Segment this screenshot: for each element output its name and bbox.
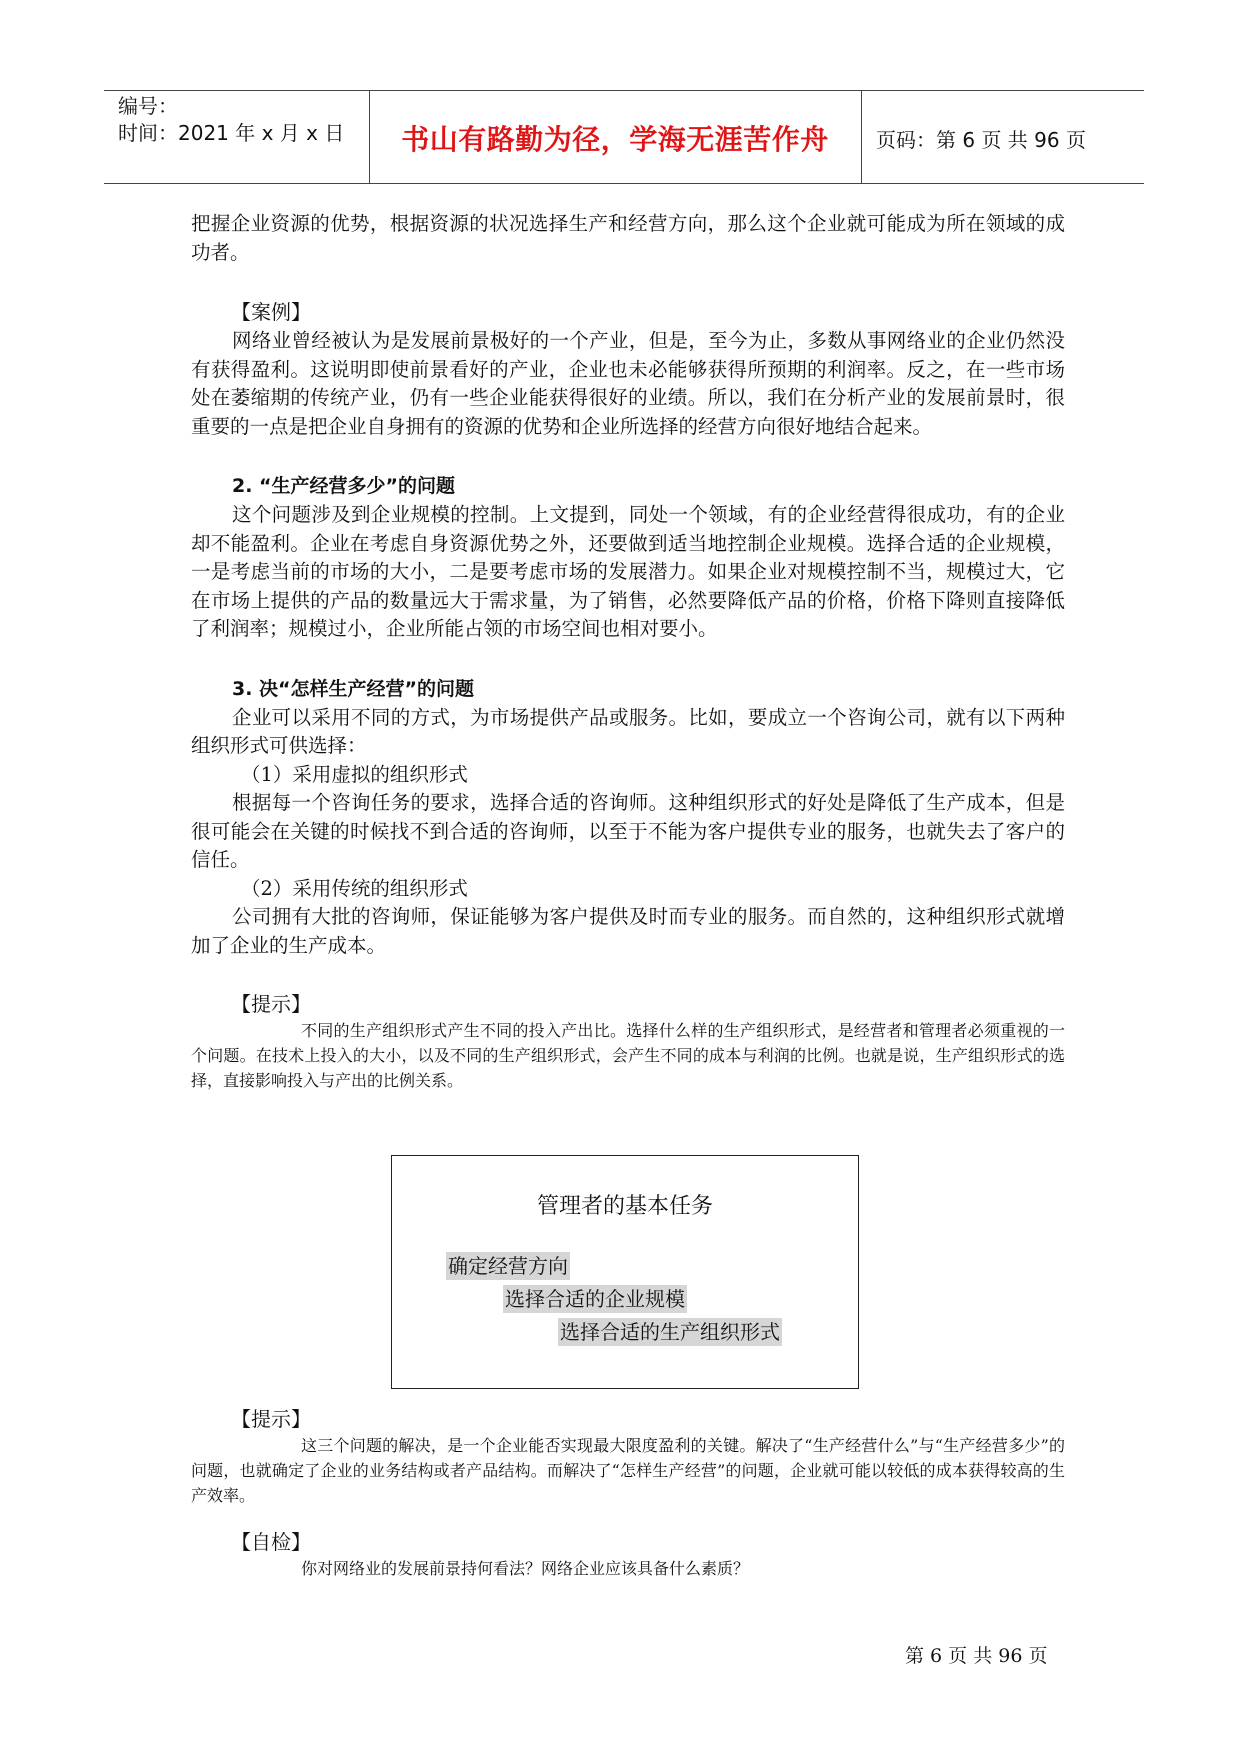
number-label: 编号： bbox=[118, 94, 178, 118]
document-body-lower bbox=[191, 1405, 1065, 1581]
selfcheck-paragraph: 你对网络业的发展前景持何看法？网络企业应该具备什么素质？ bbox=[301, 1559, 750, 1578]
header-motto: 书山有路勤为径，学海无涯苦作舟 bbox=[401, 123, 829, 156]
section2-heading: 2. “生产经营多少”的问题 bbox=[232, 475, 456, 497]
option2-label: （2）采用传统的组织形式 bbox=[241, 876, 468, 900]
header-meta bbox=[118, 93, 344, 147]
option2-paragraph: 公司拥有大批的咨询师，保证能够为客户提供及时而专业的服务。而自然的，这种组织形式就增加了企业的生产成本。 bbox=[191, 905, 1065, 957]
task-choose-scale: 选择合适的企业规模 bbox=[505, 1287, 685, 1311]
header-bottom-rule bbox=[104, 183, 1144, 184]
task-determine-direction: 确定经营方向 bbox=[448, 1254, 568, 1278]
option1-label: （1）采用虚拟的组织形式 bbox=[241, 762, 468, 786]
footer-page-number: 第 6 页 共 96 页 bbox=[905, 1645, 1048, 1667]
document-body bbox=[191, 210, 1065, 1093]
basic-tasks-diagram bbox=[391, 1155, 859, 1389]
header-divider-right bbox=[861, 90, 862, 183]
section2-paragraph: 这个问题涉及到企业规模的控制。上文提到，同处一个领域，有的企业经营得很成功，有的企业却不能盈利。企业在考虑自身资源优势之外，还要做到适当地控制企业规模。选择合适的企业规模，一是考虑当前的市场的大小，二是要考虑市场的发展潜力。如果企业对规模控制不当，规模过大，它在市场上提供的产品的数量远大于需求量，为了销售，必然要降低产品的价格，价格下降则直接降低了利润率；规模过小，企业所能占领的市场空间也相对要小。 bbox=[191, 503, 1065, 640]
diagram-title: 管理者的基本任务 bbox=[536, 1194, 713, 1219]
case-heading: 【案例】 bbox=[231, 300, 311, 324]
header-top-rule bbox=[104, 90, 1144, 91]
tip1-paragraph: 不同的生产组织形式产生不同的投入产出比。选择什么样的生产组织形式，是经营者和管理者必须重视的一个问题。在技术上投入的大小，以及不同的生产组织形式，会产生不同的成本与利润的比例。也就是说，生产组织形式的选择，直接影响投入与产出的比例关系。 bbox=[191, 1021, 1065, 1090]
intro-paragraph: 把握企业资源的优势，根据资源的状况选择生产和经营方向，那么这个企业就可能成为所在领域的成功者。 bbox=[191, 212, 1065, 264]
option1-paragraph: 根据每一个咨询任务的要求，选择合适的咨询师。这种组织形式的好处是降低了生产成本，但是很可能会在关键的时候找不到合适的咨询师，以至于不能为客户提供专业的服务，也就失去了客户的信任。 bbox=[191, 791, 1065, 871]
tip2-paragraph: 这三个问题的解决，是一个企业能否实现最大限度盈利的关键。解决了“生产经营什么”与“生产经营多少”的问题，也就确定了企业的业务结构或者产品结构。而解决了“怎样生产经营”的问题，企业就可能以较低的成本获得较高的生产效率。 bbox=[191, 1436, 1065, 1505]
header-divider-left bbox=[369, 90, 370, 183]
header-page-label: 页码：第 6 页 共 96 页 bbox=[876, 128, 1086, 152]
time-label: 时间：2021 年 x 月 x 日 bbox=[118, 121, 345, 145]
section3-heading: 3. 决“怎样生产经营”的问题 bbox=[232, 677, 475, 700]
tip1-heading: 【提示】 bbox=[231, 992, 311, 1016]
section3-paragraph: 企业可以采用不同的方式，为市场提供产品或服务。比如，要成立一个咨询公司，就有以下两种组织形式可供选择： bbox=[191, 705, 1065, 757]
tip2-heading: 【提示】 bbox=[231, 1407, 311, 1431]
task-choose-organization: 选择合适的生产组织形式 bbox=[560, 1320, 780, 1344]
selfcheck-heading: 【自检】 bbox=[231, 1530, 311, 1554]
case-paragraph: 网络业曾经被认为是发展前景极好的一个产业，但是，至今为止，多数从事网络业的企业仍然没有获得盈利。这说明即使前景看好的产业，企业也未必能够获得所预期的利润率。反之，在一些市场处在萎缩期的传统产业，仍有一些企业能获得很好的业绩。所以，我们在分析产业的发展前景时，很重要的一点是把企业自身拥有的资源的优势和企业所选择的经营方向很好地结合起来。 bbox=[191, 329, 1065, 438]
